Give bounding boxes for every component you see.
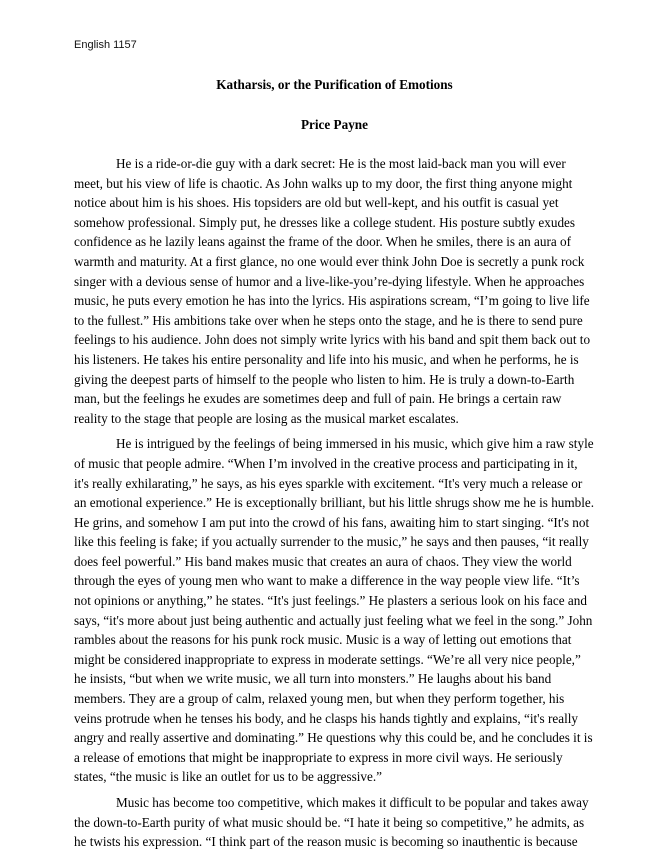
course-header: English 1157 [74, 39, 137, 51]
paragraph-2: He is intrigued by the feelings of being immersed in his music, which give him a raw style of music that people admire. “When I’m involved in the creative process and participating in it, it's really exhilarating,” he says, as his eyes sparkle with excitement. “It's very much a release or an emotional experience.” He is exceptionally brilliant, but his little shrugs show me he is humble. He grins, and somehow I am put into the crowd of his fans, awaiting him to start singing. “It's not like this feeling is fake; if you actually surrender to the music,” he says and then pauses, “it really does feel powerful.” His band makes music that creates an aura of chaos. They view the world through the eyes of young men who want to make a difference in the way people view life. “It’s not opinions or anything,” he states. “It's just feelings.” He plasters a serious look on his face and says, “it's more about just being authentic and actually just feeling what we feel in the song.” John rambles about the reasons for his punk rock music. Music is a way of letting out emotions that might be considered inappropriate to express in moderate settings. “We’re all very nice people,” he insists, “but when we write music, we all turn into monsters.” He laughs about his band members. They are a group of calm, relaxed young men, but when they perform together, his veins protrude when he tenses his body, and he clasps his hands tightly and explains, “it's really angry and really assertive and dominating.” He questions why this could be, and he concludes it is a release of emotions that might be inappropriate to express in more civil ways. He seriously states, “the music is like an outlet for us to be aggressive.” [74, 436, 595, 785]
author-name: Price Payne [300, 117, 368, 132]
paragraph-3: Music has become too competitive, which makes it difficult to be popular and takes away the down-to-Earth purity of what music should be. “I hate it being so competitive,” he admits, as he twists his expression. “I think part of the reason music is becoming so inauthentic is because [74, 795, 589, 850]
document-body [74, 154, 595, 858]
paragraph-1: He is a ride-or-die guy with a dark secret: He is the most laid-back man you will ever meet, but his view of life is chaotic. As John walks up to my door, the first thing anyone might notice about him is his shoes. His topsiders are old but well-kept, and his outfit is casual yet somehow professional. Simply put, he dresses like a college student. His posture subtly exudes confidence as he lazily leans against the frame of the door. When he smiles, there is an aura of warmth and maturity. At a first glance, no one would ever think John Doe is secretly a punk rock singer with a devious sense of humor and a live-like-you’re-dying lifestyle. When he approaches music, he puts every emotion he has into the lyrics. His aspirations scream, “I’m going to live life to the fullest.” His ambitions take over when he steps onto the stage, and he is there to send pure feelings to his audience. John does not simply write lyrics with his band and spit them back out to his listeners. He takes his entire personality and life into his music, and when he performs, he is giving the deepest parts of himself to the people who listen to him. He is truly a down-to-Earth man, but the feelings he exudes are sometimes deep and full of pain. He brings a certain raw reality to the stage that people are losing as the musical market escalates. [74, 156, 591, 426]
document-title: Katharsis, or the Purification of Emotions [216, 77, 453, 92]
